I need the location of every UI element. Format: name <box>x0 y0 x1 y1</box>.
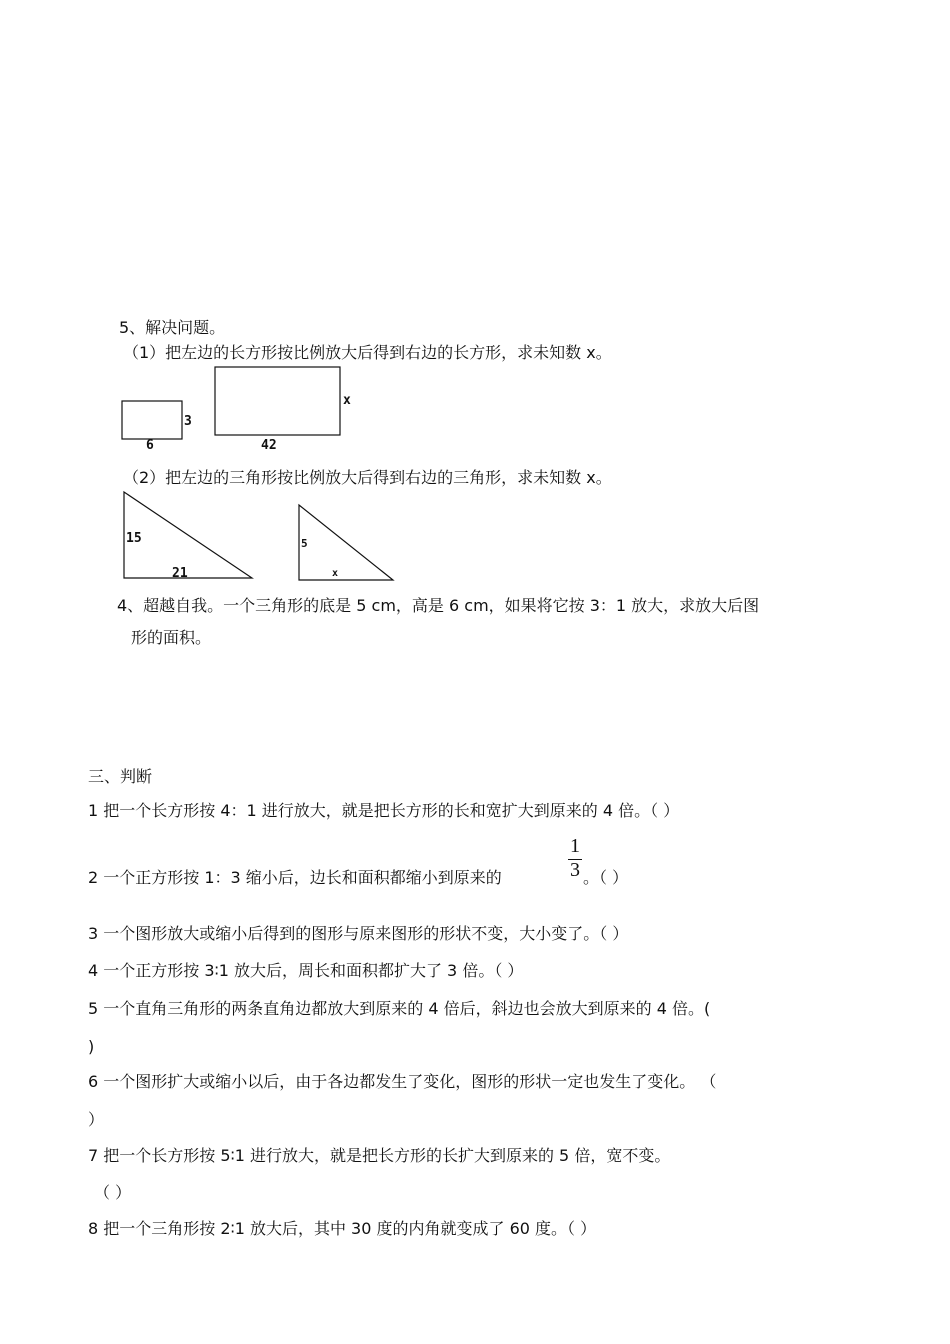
judge-item-5-line1: 5 一个直角三角形的两条直角边都放大到原来的 4 倍后，斜边也会放大到原来的 4 倍。( <box>88 999 711 1018</box>
judge-item-2-after: 。（ ） <box>583 868 629 887</box>
question-1-text: （1）把左边的长方形按比例放大后得到右边的长方形，求未知数 x。 <box>123 343 612 362</box>
judge-item-2-before: 2 一个正方形按 1：3 缩小后，边长和面积都缩小到原来的 <box>88 868 502 887</box>
right-triangle <box>299 505 393 580</box>
judge-item-7-line2: （ ） <box>94 1183 132 1202</box>
large-rectangle-height: x <box>343 393 351 408</box>
fraction-denominator: 3 <box>570 859 580 881</box>
judge-item-6-line1: 6 一个图形扩大或缩小以后，由于各边都发生了变化，图形的形状一定也发生了变化。 （ <box>88 1072 717 1091</box>
question-4-line2: 形的面积。 <box>131 628 212 647</box>
judge-item-7-line1: 7 把一个长方形按 5∶1 进行放大，就是把长方形的长扩大到原来的 5 倍，宽不变。 <box>88 1146 671 1165</box>
right-triangle-height: 5 <box>301 537 308 550</box>
question-2-text: （2）把左边的三角形按比例放大后得到右边的三角形，求未知数 x。 <box>123 468 612 487</box>
small-rectangle-height: 3 <box>184 414 192 429</box>
large-rectangle-width: 42 <box>261 438 277 453</box>
left-triangle-height: 15 <box>126 531 142 546</box>
question-4-line1: 4、超越自我。一个三角形的底是 5 cm，高是 6 cm，如果将它按 3：1 放大，求放大后图 <box>117 596 760 615</box>
judge-item-3: 3 一个图形放大或缩小后得到的图形与原来图形的形状不变，大小变了。（ ） <box>88 924 629 943</box>
section-judge-heading: 三、判断 <box>88 767 153 786</box>
left-triangle <box>124 492 252 578</box>
left-triangle-base: 21 <box>172 566 188 581</box>
fraction-numerator: 1 <box>570 835 580 857</box>
section-solve-heading: 5、解决问题。 <box>119 318 226 337</box>
judge-item-5-line2: ) <box>88 1037 95 1056</box>
judge-item-1: 1 把一个长方形按 4：1 进行放大，就是把长方形的长和宽扩大到原来的 4 倍。（ ） <box>88 801 680 820</box>
small-rectangle-width: 6 <box>146 438 154 453</box>
judge-item-6-line2: ） <box>88 1110 105 1129</box>
judge-item-4: 4 一个正方形按 3∶1 放大后，周长和面积都扩大了 3 倍。（ ） <box>88 961 524 980</box>
large-rectangle <box>215 367 340 435</box>
judge-item-8: 8 把一个三角形按 2∶1 放大后，其中 30 度的内角就变成了 60 度。（ ） <box>88 1219 597 1238</box>
small-rectangle <box>122 401 182 439</box>
right-triangle-base: x <box>332 568 339 579</box>
